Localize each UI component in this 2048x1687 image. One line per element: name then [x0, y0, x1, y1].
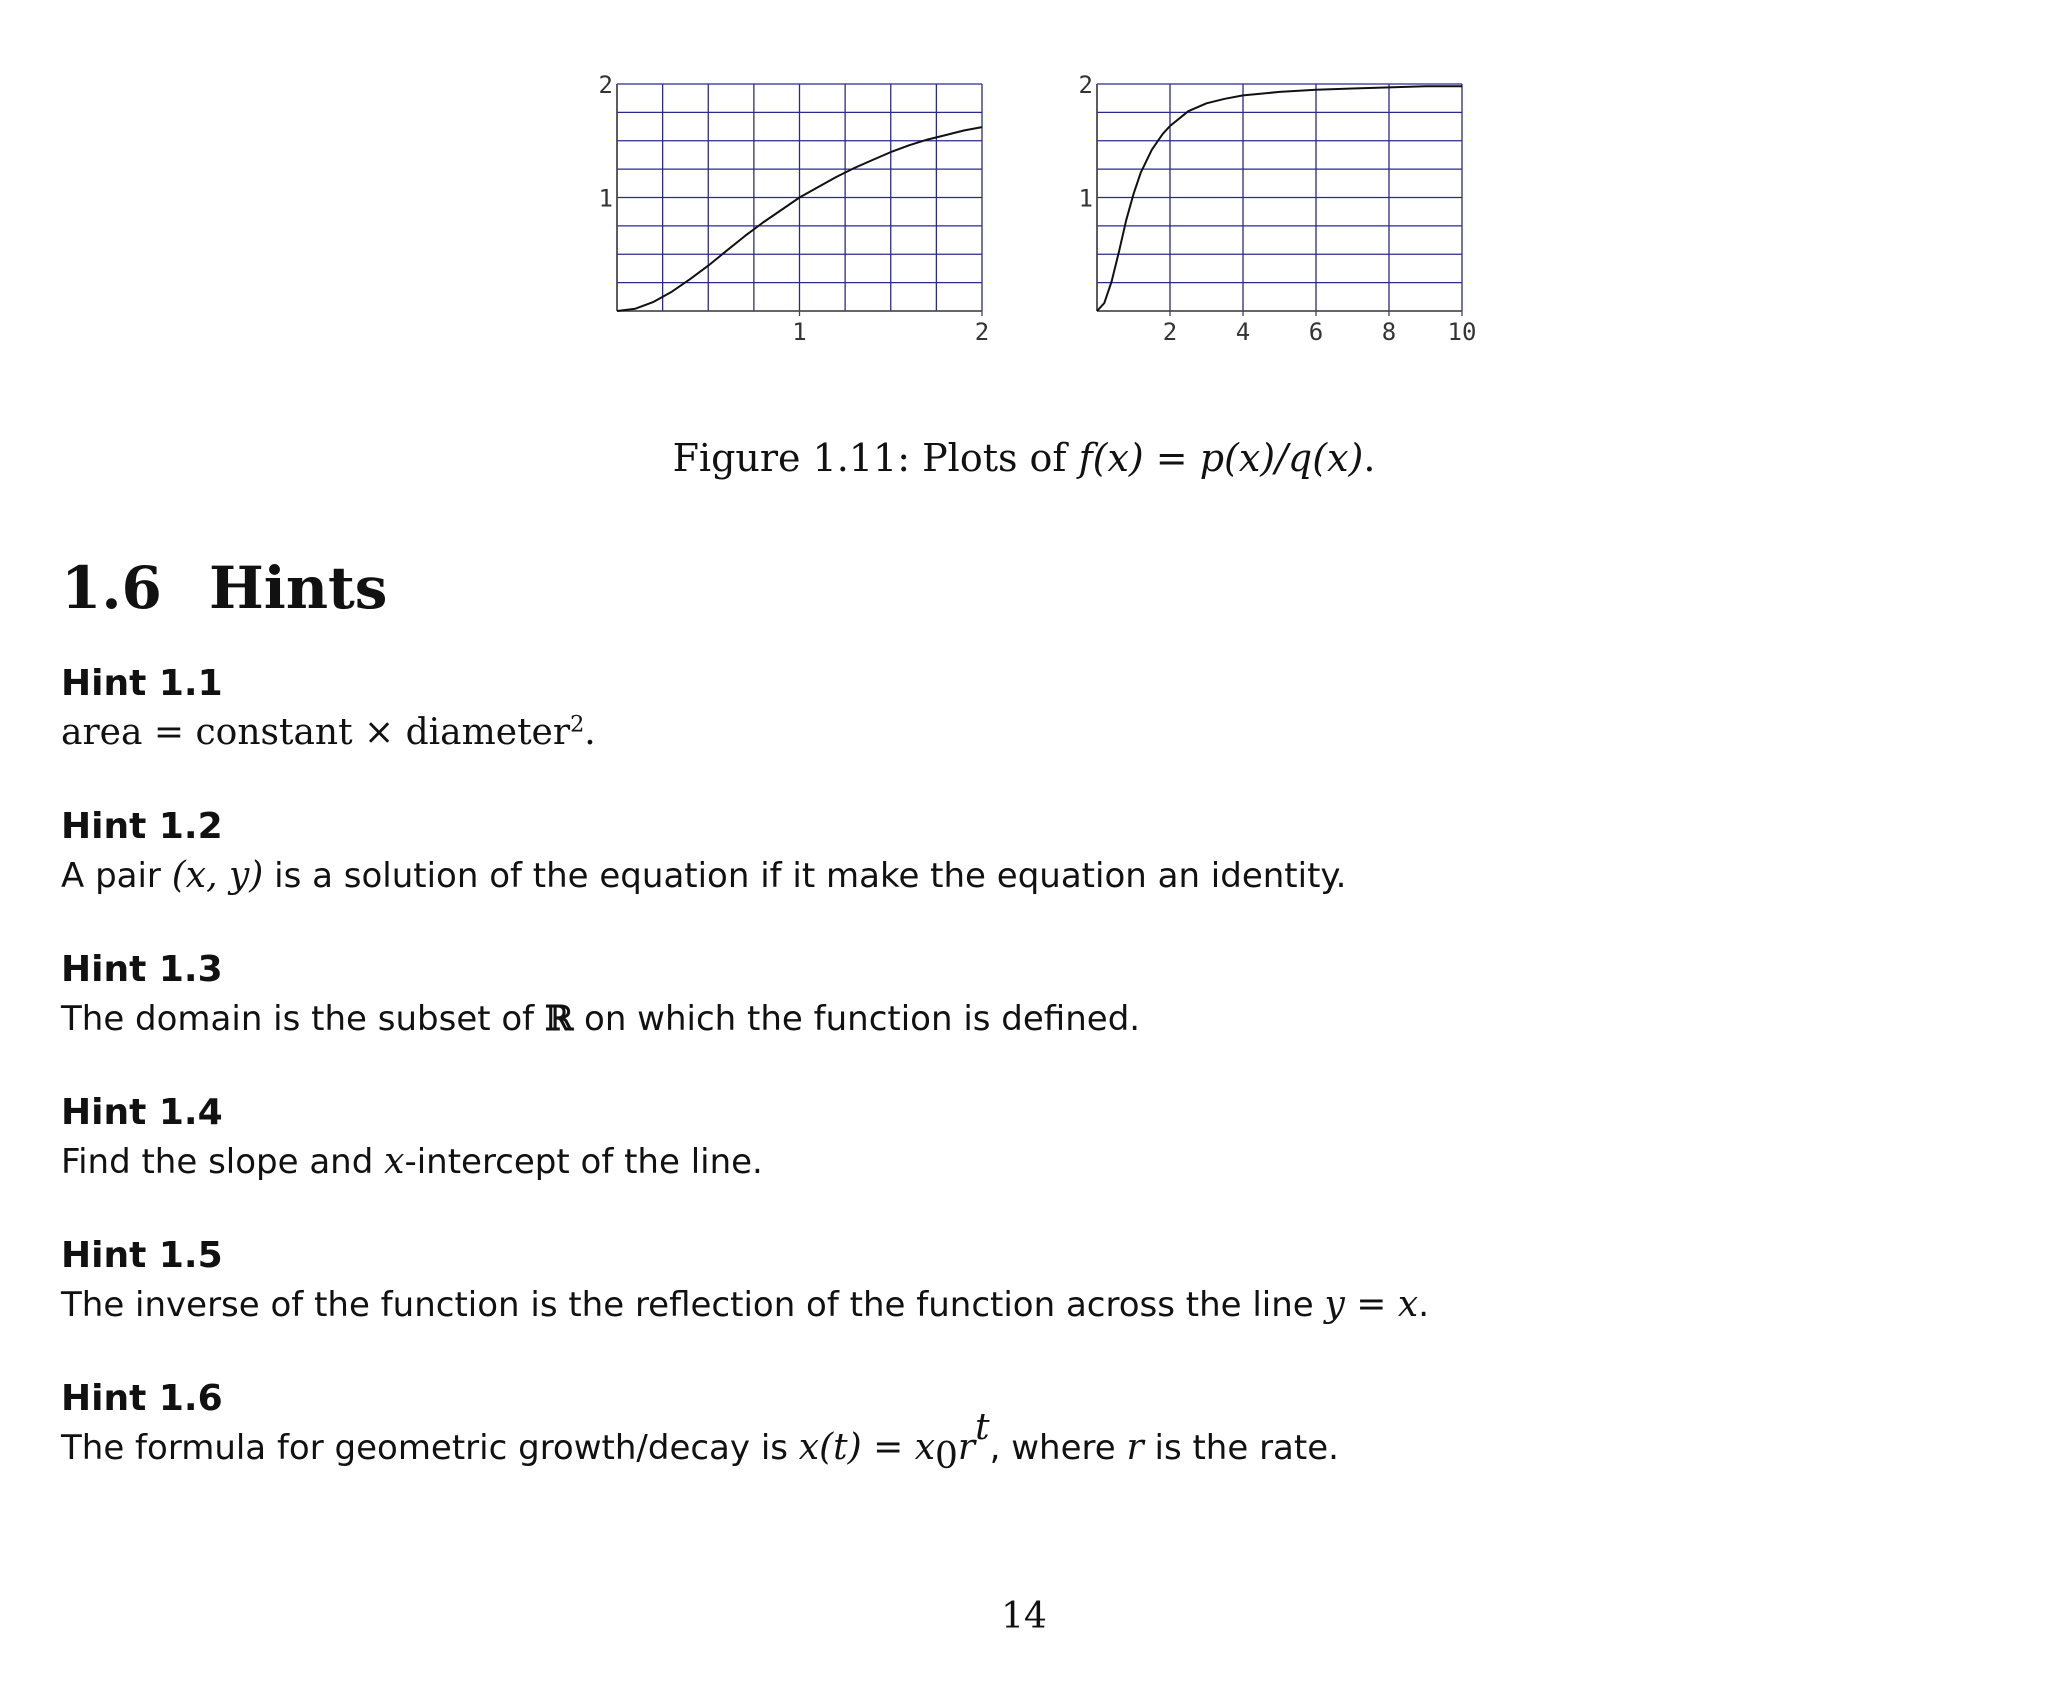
hint-title: Hint 1.2 [61, 806, 223, 847]
hint-superscript: 2 [570, 711, 585, 738]
hint-title: Hint 1.6 [61, 1378, 223, 1419]
x-tick-label: 8 [1381, 318, 1397, 346]
hint-title: Hint 1.5 [61, 1235, 223, 1276]
hint-text: The inverse of the function is the reflection of the function across the line [61, 1285, 1325, 1325]
hint-body [61, 1139, 1961, 1185]
hint-body [61, 996, 1961, 1042]
hint-math: (x, y) [171, 855, 264, 896]
hint-title: Hint 1.4 [61, 1092, 223, 1133]
hint-body [61, 1407, 1961, 1477]
hint-title: Hint 1.3 [61, 949, 223, 990]
hint-block [61, 1089, 1961, 1185]
hint-text-end: is a solution of the equation if it make the equation an identity. [263, 856, 1347, 896]
section-heading [61, 552, 387, 624]
hint-math: x(t) = x [798, 1427, 936, 1468]
real-numbers-symbol: ℝ [544, 999, 574, 1039]
hint-text: area = constant × diameter [61, 712, 571, 753]
x-tick-label: 2 [1162, 318, 1178, 346]
hint-body [61, 853, 1961, 899]
y-tick-label: 1 [598, 184, 613, 213]
y-tick-label: 2 [1078, 71, 1093, 99]
caption-suffix: . [1363, 436, 1376, 480]
hint-math: r [1126, 1427, 1144, 1468]
hint-block [61, 1232, 1961, 1328]
hint-body [61, 1282, 1961, 1328]
section-number: 1.6 [61, 554, 162, 622]
hint-math-subscript: 0 [935, 1436, 958, 1477]
hint-block [61, 1375, 1961, 1477]
hint-math: y = x [1324, 1284, 1419, 1325]
hint-math-superscript: t [975, 1407, 990, 1449]
x-tick-label: 4 [1235, 318, 1251, 346]
x-tick-label: 1 [792, 318, 807, 346]
hint-text-end: . [584, 712, 596, 753]
figure-caption [0, 432, 2048, 484]
hint-text: , where [989, 1428, 1127, 1468]
hint-block [61, 946, 1961, 1042]
hint-block [61, 803, 1961, 899]
figure-plots [0, 0, 2048, 380]
hint-text-end: -intercept of the line. [404, 1142, 763, 1182]
x-tick-label: 2 [974, 318, 990, 346]
hint-text: A pair [61, 856, 172, 896]
series-line [1097, 86, 1462, 311]
hint-body [61, 710, 1961, 756]
hint-text-end: on which the function is defined. [573, 999, 1141, 1039]
caption-prefix: Figure 1.11: Plots of [672, 436, 1079, 480]
hint-text-end: is the rate. [1143, 1428, 1339, 1468]
hint-text: Find the slope and [61, 1142, 385, 1182]
caption-math: f(x) = p(x)/q(x) [1078, 436, 1364, 480]
hint-text: The formula for geometric growth/decay is [61, 1428, 799, 1468]
y-tick-label: 1 [1078, 184, 1093, 213]
hint-block [61, 660, 1961, 756]
plot-left [599, 71, 990, 346]
hint-math: r [957, 1427, 976, 1468]
hint-text-end: . [1418, 1285, 1430, 1325]
x-tick-label: 6 [1308, 318, 1324, 346]
y-tick-label: 2 [598, 71, 613, 99]
plot-right [1079, 71, 1477, 346]
hint-title: Hint 1.1 [61, 663, 223, 704]
hint-math: x [384, 1141, 405, 1182]
x-tick-label: 10 [1447, 318, 1477, 346]
hint-text: The domain is the subset of [61, 999, 545, 1039]
section-title: Hints [209, 554, 388, 622]
page-number: 14 [1001, 1596, 1047, 1637]
